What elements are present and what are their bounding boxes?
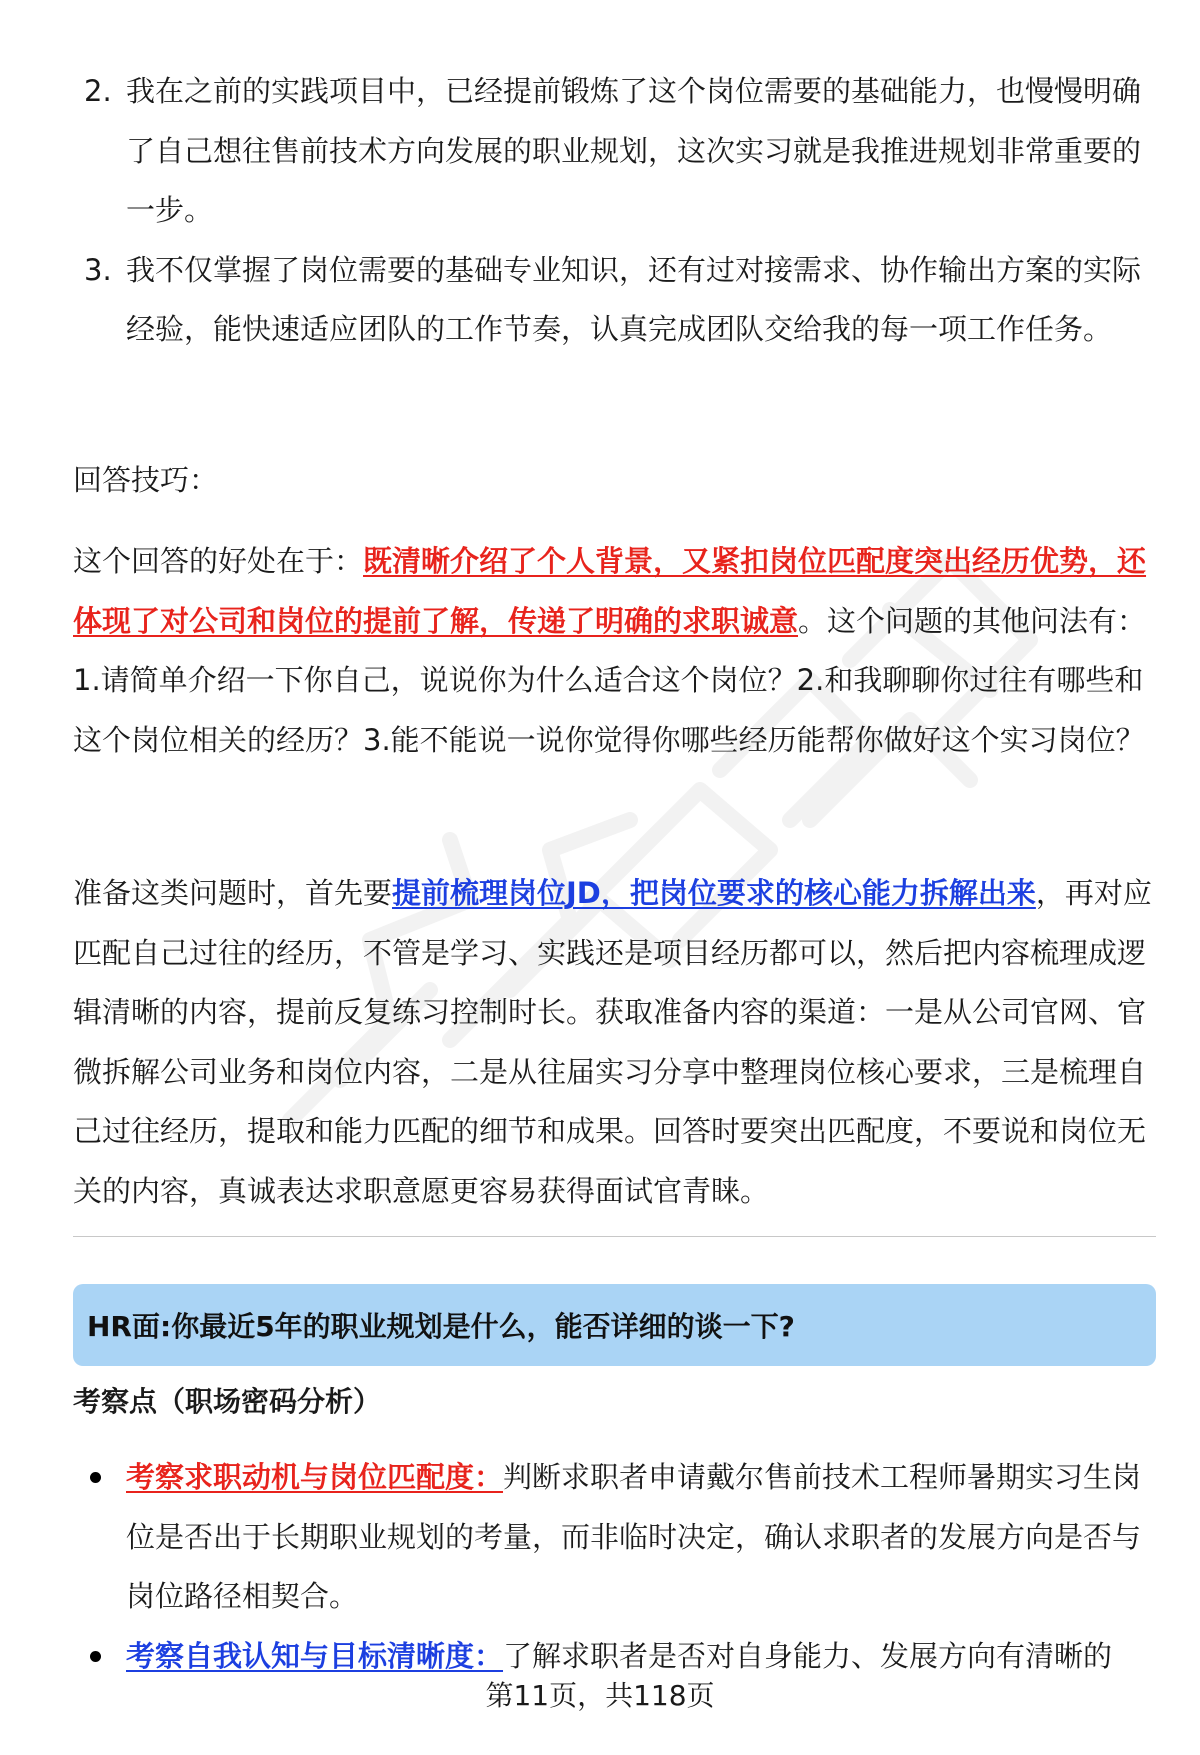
prep-highlight-text: 提前梳理岗位JD，把岗位要求的核心能力拆解出来 — [392, 876, 1036, 910]
page-footer: 第11页，共118页 — [485, 1679, 715, 1712]
question-text: HR面:你最近5年的职业规划是什么，能否详细的谈一下? — [87, 1310, 795, 1343]
tips-rest-text: 。这个问题的其他问法有：1.请简单介绍一下你自己，说说你为什么适合这个岗位？2.和我聊聊你过往有哪些和这个岗位相关的经历？3.能不能说一说你觉得你哪些经历能帮你做好这个实习岗位？ — [73, 603, 1147, 757]
list-number: 2. — [84, 74, 112, 108]
bullet-dot-icon — [90, 1651, 101, 1662]
list-item-text: 我在之前的实践项目中，已经提前锻炼了这个岗位需要的基础能力，也慢慢明确了自己想往售前技术方向发展的职业规划，这次实习就是我推进规划非常重要的一步。 — [126, 74, 1142, 227]
numbered-list — [84, 62, 1154, 360]
list-item — [84, 62, 1154, 241]
section-heading: 考察点（职场密码分析） — [73, 1385, 382, 1418]
tips-paragraph — [73, 532, 1158, 770]
tips-highlight-text: 既清晰介绍了个人背景，又紧扣岗位匹配度突出经历优势，还体现了对公司和岗位的提前了解，传递了明确的求职诚意 — [73, 544, 1147, 638]
bullet-label: 考察求职动机与岗位匹配度： — [126, 1460, 504, 1494]
list-number: 3. — [84, 252, 112, 287]
prep-rest-text: ，再对应匹配自己过往的经历，不管是学习、实践还是项目经历都可以，然后把内容梳理成逻辑清晰的内容，提前反复练习控制时长。获取准备内容的渠道：一是从公司官网、官微拆解公司业务和岗位内容，二是从往届实习分享中整理岗位核心要求，三是梳理自己过往经历，提取和能力匹配的细节和成果。回答时要突出匹配度，不要说和岗位无关的内容，真诚表达求职意愿更容易获得面试官青睐。 — [73, 876, 1152, 1208]
prep-paragraph — [73, 864, 1158, 1221]
section-divider — [73, 1236, 1156, 1237]
prep-intro-text: 准备这类问题时，首先要 — [73, 876, 393, 910]
bullet-dot-icon — [90, 1472, 101, 1483]
bullet-text: 了解求职者是否对自身能力、发展方向有清晰的 — [503, 1638, 1113, 1673]
tips-label: 回答技巧： — [73, 463, 219, 497]
question-callout — [73, 1284, 1156, 1366]
list-item — [84, 1448, 1154, 1627]
tips-intro-text: 这个回答的好处在于： — [73, 544, 364, 578]
bullet-label: 考察自我认知与目标清晰度： — [126, 1638, 504, 1673]
list-item — [84, 241, 1154, 360]
bullet-text: 判断求职者申请戴尔售前技术工程师暑期实习生岗位是否出于长期职业规划的考量，而非临时决定，确认求职者的发展方向是否与岗位路径相契合。 — [126, 1460, 1142, 1613]
list-item-text: 我不仅掌握了岗位需要的基础专业知识，还有过对接需求、协作输出方案的实际经验，能快速适应团队的工作节奏，认真完成团队交给我的每一项工作任务。 — [126, 252, 1142, 346]
bullet-list — [84, 1448, 1154, 1686]
